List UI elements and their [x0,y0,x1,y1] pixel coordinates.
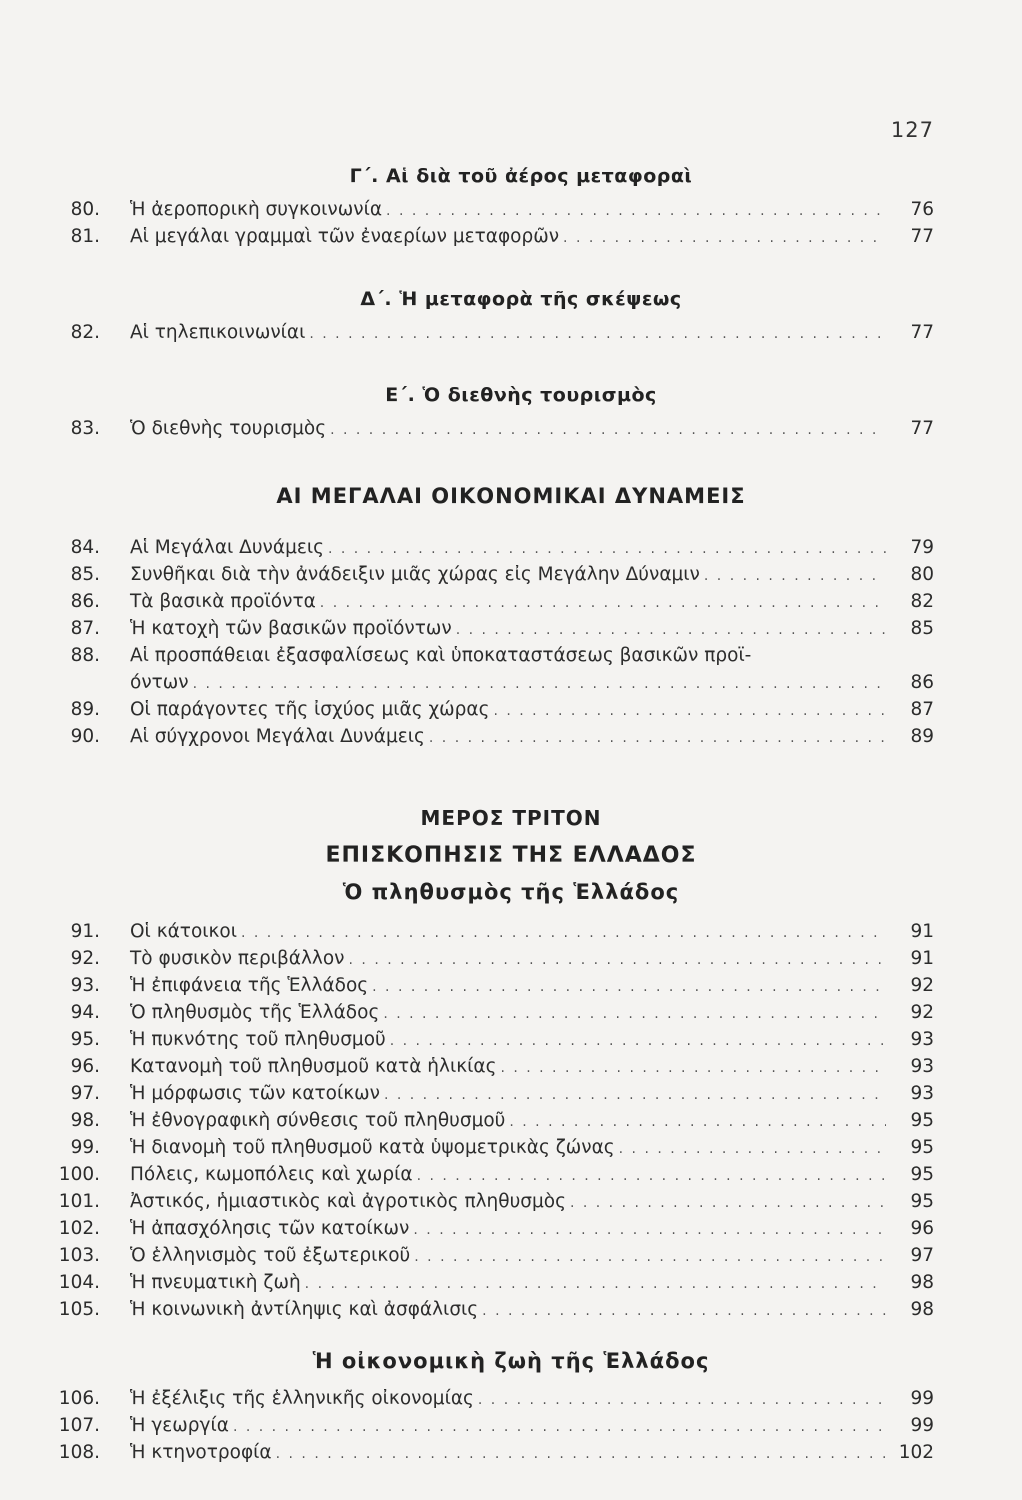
leader-dots [241,920,886,947]
toc-entry[interactable]: 86. Τὰ βασικὰ προϊόντα . . . 82 [0,588,1022,615]
toc-entry[interactable]: 97. Ἡ μόρφωσις τῶν κατοίκων . . . 93 [0,1080,1022,1107]
leader-dots [390,1028,886,1055]
leader-dots [509,1109,886,1136]
toc-entry[interactable]: 100. Πόλεις, κωμοπόλεις καὶ χωρία . . . 95 [0,1161,1022,1188]
leader-dots [320,590,886,617]
leader-dots [417,1163,886,1190]
leader-dots [456,617,886,644]
leader-dots [330,417,886,444]
leader-dots [383,1001,886,1028]
section-tourism [0,379,1022,442]
section-heading: Δ΄. Ἡ μεταφορὰ τῆς σκέψεως [360,288,682,310]
section-heading: Ὁ πληθυσμὸς τῆς Ἑλλάδος [342,880,680,904]
toc-entry[interactable]: 106. Ἡ ἐξέλιξις τῆς ἑλληνικῆς οἰκονομίας . . . 99 [0,1385,1022,1412]
economy-entries [0,1385,1022,1466]
part-three [0,802,1022,1466]
leader-dots [386,198,886,225]
toc-entry[interactable]: 85. Συνθῆκαι διὰ τὴν ἀνάδειξιν μιᾶς χώρας εἰς Μεγάλην Δύναμιν . . . 80 [0,561,1022,588]
toc-entry[interactable]: 95. Ἡ πυκνότης τοῦ πληθυσμοῦ . . . 93 [0,1026,1022,1053]
section-heading: Ε΄. Ὁ διεθνὴς τουρισμὸς [385,384,657,406]
section-heading: Ἡ οἰκονομικὴ ζωὴ τῆς Ἑλλάδος [312,1349,710,1373]
toc-entry[interactable]: 105. Ἡ κοινωνικὴ ἀντίληψις καὶ ἀσφάλισις . . . 98 [0,1296,1022,1323]
section-air-transport [0,160,1022,250]
toc-entry[interactable]: 83. Ὁ διεθνὴς τουρισμὸς . . . 77 [0,415,1022,442]
toc-entry[interactable]: 98. Ἡ ἐθνογραφικὴ σύνθεσις τοῦ πληθυσμοῦ . . . 95 [0,1107,1022,1134]
toc-entry[interactable]: 104. Ἡ πνευματικὴ ζωὴ . . . 98 [0,1269,1022,1296]
page-number: 127 [890,118,934,142]
leader-dots [619,1136,886,1163]
toc-entry[interactable]: 108. Ἡ κτηνοτροφία . . . 102 [0,1439,1022,1466]
leader-dots [482,1298,886,1325]
toc-entry-continuation[interactable]: όντων . . . 86 [0,669,1022,696]
toc-entry[interactable]: 90. Αἱ σύγχρονοι Μεγάλαι Δυνάμεις . . . 89 [0,723,1022,750]
leader-dots [372,974,886,1001]
section-thought-transport [0,283,1022,346]
leader-dots [233,1414,886,1441]
toc-entry[interactable]: 87. Ἡ κατοχὴ τῶν βασικῶν προϊόντων . . . 85 [0,615,1022,642]
part-title: ΜΕΡΟΣ ΤΡΙΤΟΝ [420,806,602,830]
section-heading: Γ΄. Αἱ διὰ τοῦ ἀέρος μεταφοραὶ [349,165,693,187]
toc-entry[interactable]: 102. Ἡ ἀπασχόλησις τῶν κατοίκων . . . 96 [0,1215,1022,1242]
toc-entry[interactable]: 107. Ἡ γεωργία . . . 99 [0,1412,1022,1439]
toc-entry[interactable]: 93. Ἡ ἐπιφάνεια τῆς Ἑλλάδος . . . 92 [0,972,1022,999]
toc-entry[interactable]: 99. Ἡ διανομὴ τοῦ πληθυσμοῦ κατὰ ὑψομετρικὰς ζώνας . . . 95 [0,1134,1022,1161]
toc-entry[interactable]: 88. Αἱ προσπάθειαι ἐξασφαλίσεως καὶ ὑποκαταστάσεως βασικῶν προϊ- [70,645,752,666]
toc-entry[interactable]: 103. Ὁ ἑλληνισμὸς τοῦ ἐξωτερικοῦ . . . 97 [0,1242,1022,1269]
toc-entry[interactable]: 81. Αἱ μεγάλαι γραμμαὶ τῶν ἐναερίων μεταφορῶν . . . 77 [0,223,1022,250]
toc-entry[interactable]: 84. Αἱ Μεγάλαι Δυνάμεις . . . 79 [0,534,1022,561]
leader-dots [704,563,886,590]
toc-entry[interactable]: 96. Κατανομὴ τοῦ πληθυσμοῦ κατὰ ἡλικίας . . . 93 [0,1053,1022,1080]
leader-dots [493,698,886,725]
section-heading: ΑΙ ΜΕΓΑΛΑΙ ΟΙΚΟΝΟΜΙΚΑΙ ΔΥΝΑΜΕΙΣ [276,484,746,508]
leader-dots [328,536,886,563]
leader-dots [309,321,886,348]
leader-dots [193,671,886,698]
toc-entry[interactable]: 82. Αἱ τηλεπικοινωνίαι . . . 77 [0,319,1022,346]
leader-dots [414,1244,886,1271]
leader-dots [563,225,886,252]
part-subtitle: ΕΠΙΣΚΟΠΗΣΙΣ ΤΗΣ ΕΛΛΑΔΟΣ [325,843,697,868]
leader-dots [429,725,886,752]
toc-entry[interactable]: 101. Ἀστικός, ἡμιαστικὸς καὶ ἀγροτικὸς πληθυσμὸς . . . 95 [0,1188,1022,1215]
toc-entry[interactable]: 89. Οἱ παράγοντες τῆς ἰσχύος μιᾶς χώρας . . . 87 [0,696,1022,723]
leader-dots [305,1271,886,1298]
leader-dots [349,947,886,974]
toc-entry[interactable]: 91. Οἱ κάτοικοι . . . 91 [0,918,1022,945]
leader-dots [413,1217,886,1244]
section-great-powers [0,478,1022,750]
leader-dots [478,1387,886,1414]
population-entries [0,918,1022,1323]
leader-dots [384,1082,886,1109]
toc-entry[interactable]: 94. Ὁ πληθυσμὸς τῆς Ἑλλάδος . . . 92 [0,999,1022,1026]
toc-entry[interactable]: 80. Ἡ ἀεροπορικὴ συγκοινωνία . . . 76 [0,196,1022,223]
leader-dots [500,1055,886,1082]
leader-dots [570,1190,886,1217]
leader-dots [276,1441,886,1468]
toc-entry[interactable]: 92. Τὸ φυσικὸν περιβάλλον . . . 91 [0,945,1022,972]
